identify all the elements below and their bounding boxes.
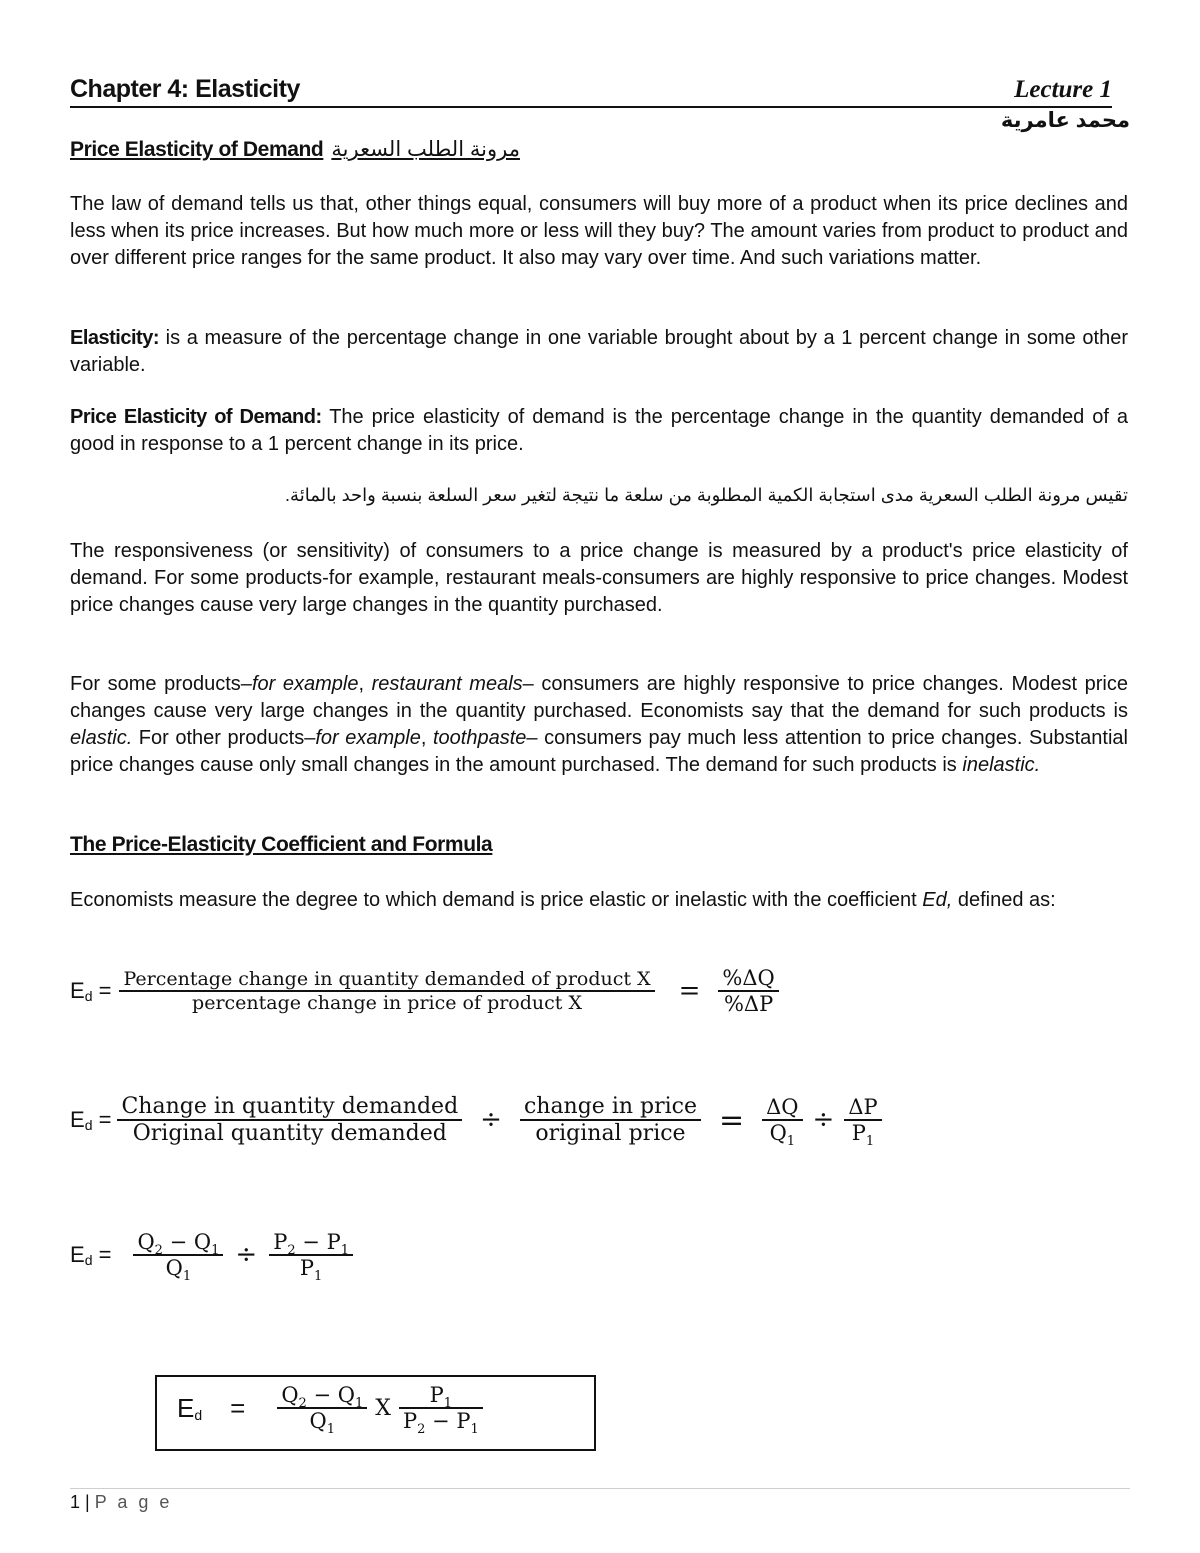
fraction-price <box>520 1094 701 1146</box>
italic-run: for example <box>315 727 421 749</box>
fraction-quantity-change <box>133 1230 223 1284</box>
formula-ed-change <box>70 1094 888 1149</box>
term-ped: Price Elasticity of Demand: <box>70 406 322 428</box>
division-sign: ÷ <box>480 1105 502 1135</box>
subscript: 2 <box>287 1243 296 1258</box>
minus-sign: − <box>425 1409 457 1433</box>
formula-lhs <box>70 978 111 1004</box>
paragraph-ped-definition <box>70 404 1128 458</box>
author-name: محمد عامرية <box>1000 109 1130 132</box>
symbol-p: P <box>851 1121 866 1145</box>
definition-elasticity: is a measure of the percentage change in one variable brought about by a 1 percent change in some other variable. <box>70 327 1128 376</box>
text-run: For other products– <box>132 727 316 749</box>
symbol-q: Q <box>309 1409 327 1433</box>
paragraph-law-of-demand: The law of demand tells us that, other things equal, consumers will buy more of a product when its price declines and less when its price increases. But how much more or less will they buy? The amount varies from product to product and over different price ranges for the same product. It also may vary over time. And such variations matter. <box>70 193 1128 269</box>
subscript: 1 <box>786 1134 796 1149</box>
paragraph-coefficient-intro <box>70 887 1128 914</box>
lecture-label: Lecture 1 <box>1014 76 1112 103</box>
italic-run: inelastic. <box>962 754 1041 776</box>
symbol-p: P <box>299 1256 315 1280</box>
header-bar <box>70 72 1112 108</box>
minus-sign: − <box>162 1230 194 1254</box>
symbol-p: P <box>429 1383 444 1407</box>
denominator <box>162 1256 196 1284</box>
formula-lhs <box>177 1393 202 1424</box>
symbol-e: E <box>70 978 85 1003</box>
text-run: For some products– <box>70 673 252 695</box>
subscript: 1 <box>314 1269 323 1284</box>
numerator <box>277 1383 367 1411</box>
numerator <box>133 1230 223 1258</box>
boxed-final-formula <box>155 1375 596 1451</box>
denominator <box>766 1121 800 1149</box>
subscript: 1 <box>340 1243 349 1258</box>
denominator <box>306 1409 340 1437</box>
section-heading-coefficient: The Price-Elasticity Coefficient and Formula <box>70 833 493 856</box>
symbol-d: d <box>84 1117 93 1133</box>
footer-separator: | <box>80 1492 95 1512</box>
text-run: – consumers pay much less attention to price changes. Substantial price changes cause only small changes in the amount purchased. The demand for such products is <box>70 727 1128 776</box>
fraction-percentage <box>119 968 654 1014</box>
multiply-sign: X <box>375 1395 391 1421</box>
fraction-price-ratio <box>399 1383 483 1437</box>
fraction-price-change <box>269 1230 353 1284</box>
formula-lhs <box>70 1242 111 1268</box>
symbol-p: P <box>402 1409 418 1433</box>
equals-sign: = <box>92 1107 112 1132</box>
text-run: – consumers are highly responsive to price changes. Modest price changes cause very large changes in the quantity purchased. Economists say that the demand for such products is <box>70 673 1128 722</box>
formula-ed-percentage <box>70 966 785 1016</box>
text-run: , <box>420 727 433 749</box>
symbol-q: Q <box>137 1230 155 1254</box>
numerator: ΔQ <box>766 1095 799 1119</box>
symbol-q: Q <box>281 1383 299 1407</box>
minus-sign: − <box>306 1383 338 1407</box>
symbol-d: d <box>84 1252 93 1268</box>
paragraph-responsiveness: The responsiveness (or sensitivity) of consumers to a price change is measured by a product's price elasticity of demand. For some products-for example, restaurant meals-consumers are highly responsive to price changes. Modest price changes cause very large changes in the quantity purchased. <box>70 540 1128 616</box>
subscript: 1 <box>470 1422 479 1437</box>
fraction-delta-p <box>844 1095 881 1149</box>
definition-ped: The price elasticity of demand is the percentage change in the quantity demanded of a good in response to a 1 percent change in its price. <box>70 406 1128 455</box>
italic-run: elastic. <box>70 727 133 749</box>
symbol-q: Q <box>165 1256 183 1280</box>
paragraph-elasticity-definition <box>70 325 1128 379</box>
subscript: 1 <box>326 1422 336 1437</box>
fraction-percent-delta <box>718 966 778 1016</box>
subscript: 1 <box>865 1134 875 1149</box>
subscript: 1 <box>355 1396 364 1411</box>
text-run: defined as: <box>952 889 1056 911</box>
subscript: 2 <box>154 1243 163 1258</box>
symbol-d: d <box>84 988 93 1004</box>
equals-sign: = <box>92 978 112 1003</box>
symbol-e: E <box>177 1392 195 1423</box>
subscript: 1 <box>443 1396 453 1411</box>
page-number: 1 <box>70 1492 81 1512</box>
denominator: original price <box>535 1121 686 1146</box>
fraction-delta-q <box>762 1095 802 1149</box>
symbol-p: P <box>273 1230 288 1254</box>
symbol-e: E <box>70 1242 85 1267</box>
italic-run: toothpaste <box>432 727 527 749</box>
page-label: P a g e <box>94 1492 173 1512</box>
paragraph-elastic-inelastic <box>70 671 1128 779</box>
italic-run: Ed, <box>922 889 953 911</box>
numerator: Percentage change in quantity demanded of product X <box>123 968 651 990</box>
symbol-q: Q <box>769 1121 787 1145</box>
text-run: , <box>358 673 372 695</box>
numerator: Change in quantity demanded <box>121 1094 459 1119</box>
denominator: percentage change in price of product X <box>192 992 582 1014</box>
division-sign: ÷ <box>235 1240 258 1270</box>
numerator: ΔP <box>848 1095 878 1119</box>
formula-lhs <box>70 1107 111 1133</box>
subscript: 2 <box>417 1422 426 1437</box>
footer-divider <box>70 1488 1130 1489</box>
denominator <box>399 1409 483 1437</box>
denominator <box>296 1256 326 1284</box>
italic-run: restaurant meals <box>371 673 523 695</box>
symbol-p: P <box>456 1409 471 1433</box>
denominator: %ΔP <box>723 992 774 1016</box>
denominator <box>848 1121 878 1149</box>
symbol-d: d <box>194 1406 203 1423</box>
chapter-title: Chapter 4: Elasticity <box>70 75 300 103</box>
equals-sign: = <box>719 1102 745 1138</box>
arabic-definition: تقيس مرونة الطلب السعرية مدى استجابة الكمية المطلوبة من سلعة ما نتيجة لتغير سعر السلعة بنسبة واحد بالمائة. <box>285 485 1128 505</box>
equals-sign: = <box>92 1242 112 1267</box>
section-heading-ar: مرونة الطلب السعرية <box>331 138 520 161</box>
fraction-quantity <box>117 1094 462 1146</box>
numerator <box>426 1383 456 1411</box>
subscript: 1 <box>182 1269 192 1284</box>
equals-sign: = <box>230 1392 246 1423</box>
italic-run: for example <box>251 673 359 695</box>
equals-sign: = <box>678 976 701 1006</box>
text-run: Economists measure the degree to which demand is price elastic or inelastic with the coefficient <box>70 889 923 911</box>
symbol-e: E <box>70 1107 85 1132</box>
page-footer <box>70 1492 172 1513</box>
division-sign: ÷ <box>812 1105 835 1135</box>
numerator <box>269 1230 353 1258</box>
term-elasticity: Elasticity: <box>70 327 159 349</box>
section-heading-en: Price Elasticity of Demand <box>70 138 324 161</box>
section-heading-price-elasticity <box>70 137 520 162</box>
minus-sign: − <box>295 1230 327 1254</box>
numerator: %ΔQ <box>722 966 775 990</box>
formula-ed-final <box>177 1383 489 1437</box>
subscript: 2 <box>298 1396 307 1411</box>
denominator: Original quantity demanded <box>132 1121 447 1146</box>
symbol-q: Q <box>193 1230 212 1254</box>
numerator: change in price <box>523 1094 697 1119</box>
subscript: 1 <box>211 1243 220 1258</box>
symbol-p: P <box>326 1230 341 1254</box>
formula-ed-q-p <box>70 1230 359 1284</box>
symbol-q: Q <box>337 1383 355 1407</box>
fraction-quantity-change <box>277 1383 367 1437</box>
